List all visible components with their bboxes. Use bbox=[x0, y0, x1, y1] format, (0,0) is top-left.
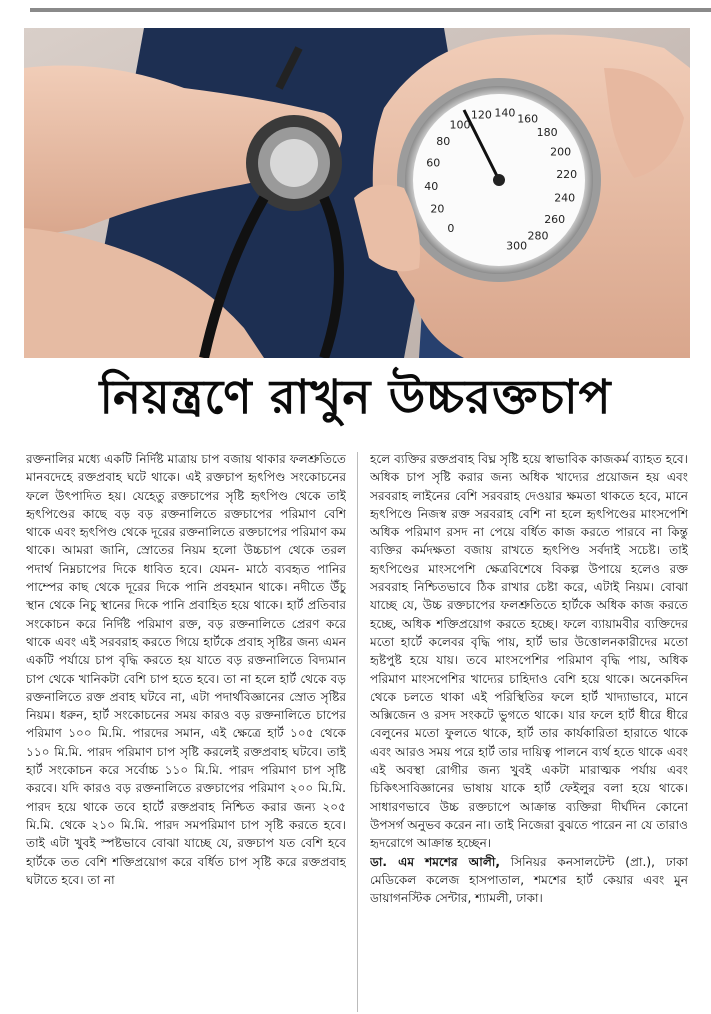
gauge-tick-label: 160 bbox=[517, 112, 539, 126]
gauge-tick-label: 80 bbox=[436, 135, 451, 148]
gauge-tick-label: 220 bbox=[556, 168, 578, 182]
byline-details: সিনিয়র কনসালটেন্ট (প্রা.), ঢাকা মেডিকেল কলেজ হাসপাতাল, শমশের হার্ট কেয়ার এবং মুন ডায়াগনস্টিক সেন্টার, শ্যামলী, ঢাকা। bbox=[370, 854, 688, 906]
headline: নিয়ন্ত্রণে রাখুন উচ্চরক্তচাপ bbox=[99, 370, 612, 425]
column-text: রক্তনালির মধ্যে একটি নির্দিষ্ট মাত্রায় চাপ বজায় থাকার ফলশ্রুতিতে মানবদেহে রক্তপ্রবাহ ঘটে থাকে। এই রক্তচাপ হৃৎপিণ্ড সংকোচনের ফলে উৎপাদিত হয়। যেহেতু রক্তচাপের সৃষ্টি হৃৎপিণ্ড থেকে তাই হৃৎপিণ্ডের কাছে বড় বড় রক্তনালিতে রক্তচাপের পরিমাণ বেশি থাকে এবং হৃৎপিণ্ড থেকে দূরের রক্তনালিতে রক্তচাপের পরিমাণ কম থাকে। আমরা জানি, স্রোতের নিয়ম হলো উচ্চচাপ থেকে তরল পদার্থ নিম্নচাপের দিকে ধাবিত হবে। যেমন- মাঠে ব্যবহৃত পানির পাম্পের কাছ থেকে দূরের দিকে পানি প্রবহমান থাকে। নদীতে উঁচু স্থান থেকে নিচু স্থানের দিকে পানি প্রবাহিত হয়ে থাকে। হার্ট প্রতিবার সংকোচন করে নির্দিষ্ট পরিমাণ রক্ত, বড় রক্তনালিতে প্রেরণ করে থাকে এবং এই সরবরাহ করতে গিয়ে হার্টকে প্রবাহ সৃষ্টির জন্য এমন একটি পর্যায়ে চাপ বৃদ্ধি করতে হয় যাতে বড় রক্তনালিতে বিদ্যমান চাপ থেকে খানিকটা বেশি চাপ হতে হবে। তা না হলে হার্ট থেকে বড় রক্তনালিতে রক্ত প্রবাহ ঘটবে না, এটা পদার্থবিজ্ঞানের স্রোত সৃষ্টির নিয়ম। ধরুন, হার্ট সংকোচনের সময় কারও বড় রক্তনালিতে চাপের পরিমাণ ১০০ মি.মি. পারদের সমান, এই ক্ষেত্রে হার্ট ১০৫ থেকে ১১০ মি.মি. পারদ পরিমাণ চাপ সৃষ্টি করলেই রক্তপ্রবাহ ঘটবে। তাই হার্ট সংকোচন করে সর্বোচ্চ ১১০ মি.মি. পারদ পরিমাণ চাপ সৃষ্টি করবে। যদি কারও বড় রক্তনালিতে রক্তচাপের পরিমাণ ২০০ মি.মি. পারদ হয়ে থাকে তবে হার্টে রক্তপ্রবাহ নিশ্চিত করার জন্য ২০৫ মি.মি. থেকে ২১০ মি.মি. পারদ সমপরিমাণ চাপ সৃষ্টি করতে হবে। তাই এটা খুবই স্পষ্টভাবে বোঝা যাচ্ছে যে, রক্তচাপ যত বেশি হবে হার্টকে তত বেশি শক্তিপ্রয়োগ করে বর্ধিত চাপ সৃষ্টি করে রক্তপ্রবাহ ঘটাতে হবে। তা না bbox=[26, 452, 346, 887]
column-text: হলে ব্যক্তির রক্তপ্রবাহ বিঘ্ন সৃষ্টি হয়ে স্বাভাবিক কাজকর্ম ব্যাহত হবে। অধিক চাপ সৃষ্টি করার জন্য অধিক খাদ্যের প্রয়োজন হয় এবং সরবরাহ লাইনের বেশি সরবরাহ দেওয়ার ক্ষমতা থাকতে হবে, মানে হৃৎপিণ্ডে নিজস্ব রক্ত সরবরাহ বেশি না হলে হৃৎপিণ্ডের মাংসপেশি অধিক পরিমাণ রসদ না পেয়ে বর্ধিত কাজ করতে পারবে না কিন্তু ব্যক্তির কর্মদক্ষতা বজায় রাখতে হৃৎপিণ্ড সর্বদাই সচেষ্ট। তাই হৃৎপিণ্ডের মাংসপেশি ক্ষেত্রবিশেষে বিকল্প উপায়ে হলেও রক্ত সরবরাহ নিশ্চিতভাবে ঠিক রাখার চেষ্টা করে, এটাই নিয়ম। বোঝা যাচ্ছে যে, উচ্চ রক্তচাপের ফলশ্রুতিতে হার্টকে অধিক কাজ করতে হচ্ছে, অধিক শক্তিপ্রয়োগ করতে হচ্ছে। ফলে ব্যায়ামবীর ব্যক্তিদের মতো হার্টে কলেবর বৃদ্ধি পায়, হার্ট ভার উত্তোলনকারীদের মতো হৃষ্টপুষ্ট হয়ে যায়। তবে মাংসপেশির পরিমাণ বৃদ্ধি পায়, অধিক পরিমাণ মাংসপেশির খাদ্যের চাহিদাও বেশি হয়ে থাকে। অনেকদিন থেকে চলতে থাকা এই পরিস্থিতির ফলে হার্ট খাদ্যাভাবে, মানে অক্সিজেন ও রসদ সংকটে ভুগতে থাকে। যার ফলে হার্ট ধীরে ধীরে বেলুনের মতো ফুলতে থাকে, হার্ট তার কার্যকারিতা হারাতে থাকে এবং আরও সময় পরে হার্ট তার দায়িত্ব পালনে ব্যর্থ হতে থাকে এবং এই অবস্থা রোগীর জন্য খুবই একটা মারাত্মক পর্যায় এবং চিকিৎসাবিজ্ঞানের ভাষায় যাকে হার্ট ফেইলুর বলা হয়ে থাকে। সাধারণভাবে উচ্চ রক্তচাপে আক্রান্ত ব্যক্তিরা দীর্ঘদিন কোনো উপসর্গ অনুভব করেন না। তাই নিজেরা বুঝতে পারেন না যে তারাও হৃদরোগে আক্রান্ত হচ্ছেন। bbox=[370, 452, 688, 851]
article-column-right bbox=[370, 450, 688, 1012]
gauge-tick-label: 60 bbox=[426, 156, 441, 170]
byline-author: ডা. এম শমশের আলী, bbox=[370, 854, 500, 869]
gauge-tick-label: 240 bbox=[554, 191, 576, 205]
blood-pressure-illustration bbox=[24, 28, 690, 358]
gauge-tick-label: 20 bbox=[430, 202, 445, 216]
byline bbox=[370, 853, 688, 908]
pressure-gauge-icon bbox=[397, 78, 601, 282]
gauge-tick-label: 0 bbox=[447, 222, 455, 236]
gauge-tick-label: 200 bbox=[550, 145, 572, 159]
gauge-tick-label: 300 bbox=[506, 239, 528, 253]
gauge-tick-label: 260 bbox=[544, 213, 566, 226]
column-divider bbox=[357, 452, 358, 1012]
gauge-tick-label: 140 bbox=[494, 106, 516, 120]
gauge-tick-label: 120 bbox=[470, 108, 492, 122]
gauge-tick-label: 100 bbox=[449, 118, 471, 132]
gauge-tick-label: 280 bbox=[527, 229, 549, 243]
gauge-tick-label: 40 bbox=[424, 179, 439, 193]
gauge-tick-label: 180 bbox=[536, 125, 558, 139]
top-rule bbox=[30, 8, 711, 12]
article-photo bbox=[24, 28, 690, 358]
article-column-left bbox=[26, 450, 346, 1012]
